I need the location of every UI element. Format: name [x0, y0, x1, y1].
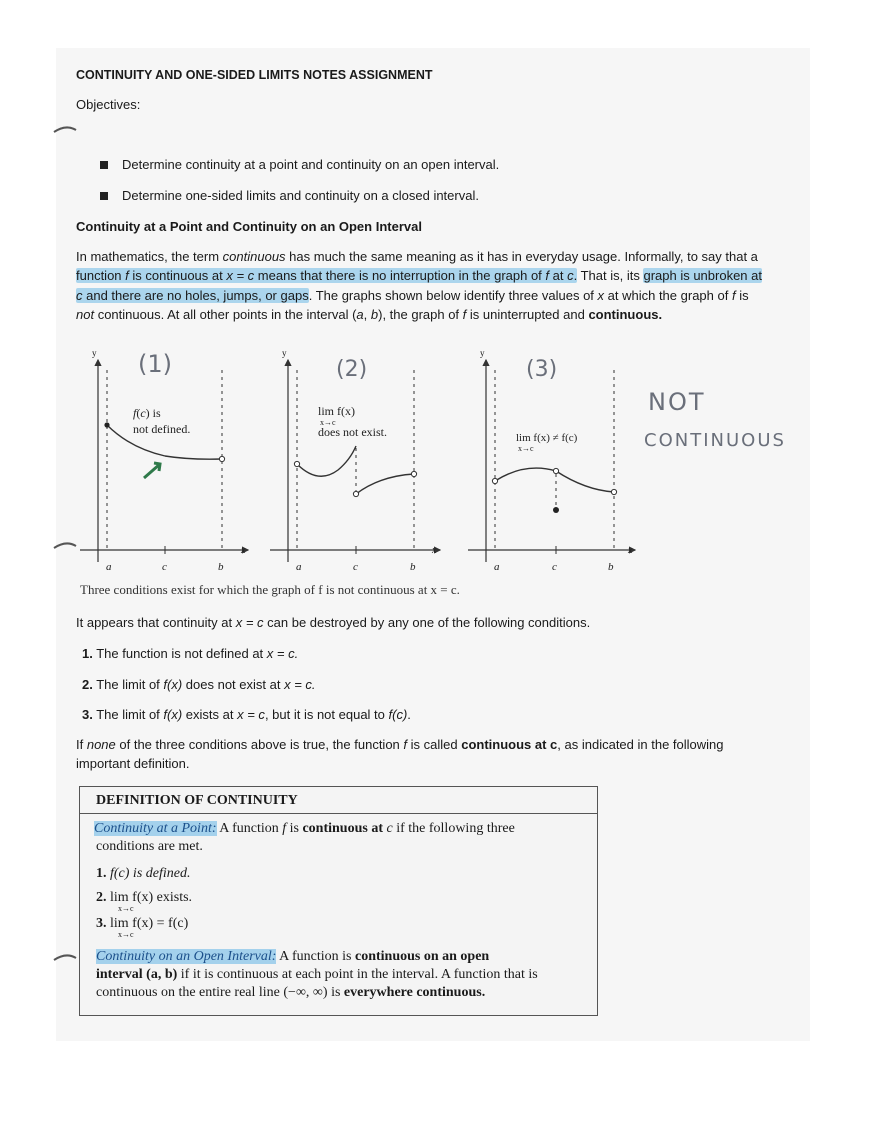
- y-axis-label: y: [92, 348, 97, 358]
- limit-subscript: x→c: [118, 904, 134, 913]
- definition-box: [79, 786, 598, 1016]
- tick-c: c: [162, 561, 167, 573]
- definition-condition-2: 2. lim f(x) exists.: [96, 890, 193, 905]
- highlight: function f is continuous at x = c means that there is no interruption in the graph of f at c.: [76, 268, 578, 283]
- curve-left: [297, 446, 356, 476]
- tick-a: a: [106, 561, 112, 573]
- y-axis-label: y: [282, 348, 287, 358]
- definition-lead-in: If none of the three conditions above is true, the function f is called continuous at c, as indicated in the following: [76, 737, 724, 752]
- curve-right: [165, 456, 222, 459]
- graph3-label: lim f(x) ≠ f(c): [516, 432, 578, 444]
- interval-definition-line1: Continuity on an Open Interval: A function is continuous on an open: [96, 949, 490, 964]
- graph3-label-sub: x→c: [518, 444, 534, 453]
- tick-c: c: [353, 561, 358, 573]
- highlight: Continuity on an Open Interval:: [96, 949, 277, 964]
- point-definition-line2: conditions are met.: [96, 839, 203, 854]
- graph1-label-1: f(c) is: [133, 406, 161, 420]
- condition-item: 2. The limit of f(x) does not exist at x = c.: [82, 677, 316, 692]
- definition-condition-3: 3. lim f(x) = f(c): [96, 916, 189, 931]
- tick-b: b: [218, 561, 224, 573]
- function-value-point: [553, 507, 559, 513]
- highlight: c and there are no holes, jumps, or gaps: [76, 288, 309, 303]
- open-point: [353, 491, 358, 496]
- figure-caption: Three conditions exist for which the graph of f is not continuous at x = c.: [80, 582, 460, 597]
- intro-line-2: function f is continuous at x = c means that there is no interruption in the graph of f at c. That is, its graph is unbroken at: [76, 268, 762, 283]
- interval-definition-line3: continuous on the entire real line (−∞, ∞) is everywhere continuous.: [96, 985, 486, 1000]
- bullet-icon: [100, 161, 108, 169]
- open-endpoint: [611, 489, 616, 494]
- tick-a: a: [296, 561, 302, 573]
- highlight: graph is unbroken at: [643, 268, 762, 283]
- y-axis-label: y: [480, 348, 485, 358]
- x-axis-label: x: [241, 545, 246, 556]
- page-title: CONTINUITY AND ONE-SIDED LIMITS NOTES ASSIGNMENT: [76, 68, 433, 82]
- intro-line-1: In mathematics, the term continuous has much the same meaning as it has in everyday usage. Informally, to say that a: [76, 249, 758, 264]
- objective-item: Determine continuity at a point and continuity on an open interval.: [122, 157, 500, 172]
- definition-lead-in-2: important definition.: [76, 756, 190, 771]
- punch-hole-bottom: [52, 948, 82, 988]
- limit-subscript: x→c: [118, 930, 134, 939]
- section-heading: Continuity at a Point and Continuity on an Open Interval: [76, 219, 422, 234]
- handwritten-continuous: CONTINUOUS: [644, 430, 786, 451]
- x-axis-label: x: [432, 545, 437, 556]
- graph1-number: (1): [138, 350, 172, 378]
- closed-endpoint: [104, 422, 109, 427]
- graph-2: [270, 348, 440, 573]
- tick-b: b: [608, 561, 614, 573]
- condition-item: 3. The limit of f(x) exists at x = c, but it is not equal to f(c).: [82, 707, 411, 722]
- open-point: [553, 468, 558, 473]
- tick-a: a: [494, 561, 500, 573]
- definition-heading: DEFINITION OF CONTINUITY: [80, 787, 597, 814]
- interval-definition-line2: interval (a, b) if it is continuous at each point in the interval. A function that is: [96, 967, 538, 982]
- graph3-number: (3): [526, 357, 558, 382]
- open-endpoint: [219, 456, 224, 461]
- handwritten-not: NOT: [648, 388, 706, 416]
- graph2-label-2: does not exist.: [318, 425, 387, 439]
- tick-c: c: [552, 561, 557, 573]
- conditions-intro: It appears that continuity at x = c can be destroyed by any one of the following conditions.: [76, 615, 591, 630]
- curve-right: [356, 474, 414, 494]
- graph2-number: (2): [336, 357, 368, 382]
- graph2-label-sub: x→c: [320, 418, 336, 427]
- point-definition-line1: Continuity at a Point: A function f is continuous at c if the following three: [94, 821, 515, 836]
- graph1-label-2: not defined.: [133, 422, 191, 436]
- bullet-icon: [100, 192, 108, 200]
- open-endpoint: [411, 471, 416, 476]
- objectives-label: Objectives:: [76, 97, 141, 112]
- condition-item: 1. The function is not defined at x = c.: [82, 646, 299, 661]
- x-axis-label: x: [628, 545, 633, 556]
- graph-3: [468, 348, 635, 573]
- green-arrow: [144, 463, 160, 478]
- tick-b: b: [410, 561, 416, 573]
- intro-line-4: not continuous. At all other points in the interval (a, b), the graph of f is uninterrupted and continuous.: [76, 307, 663, 322]
- intro-line-3: c and there are no holes, jumps, or gaps. The graphs shown below identify three values of x at which the graph of f is: [76, 288, 749, 303]
- definition-condition-1: 1. f(c) is defined.: [96, 866, 191, 881]
- graph2-label-1: lim f(x): [318, 404, 355, 418]
- graph-1: [80, 348, 248, 573]
- punch-hole-top: [52, 120, 82, 160]
- discontinuity-figure: [70, 340, 810, 580]
- open-endpoint: [294, 461, 299, 466]
- open-endpoint: [492, 478, 497, 483]
- objective-item: Determine one-sided limits and continuity on a closed interval.: [122, 188, 479, 203]
- highlight: Continuity at a Point:: [94, 821, 217, 836]
